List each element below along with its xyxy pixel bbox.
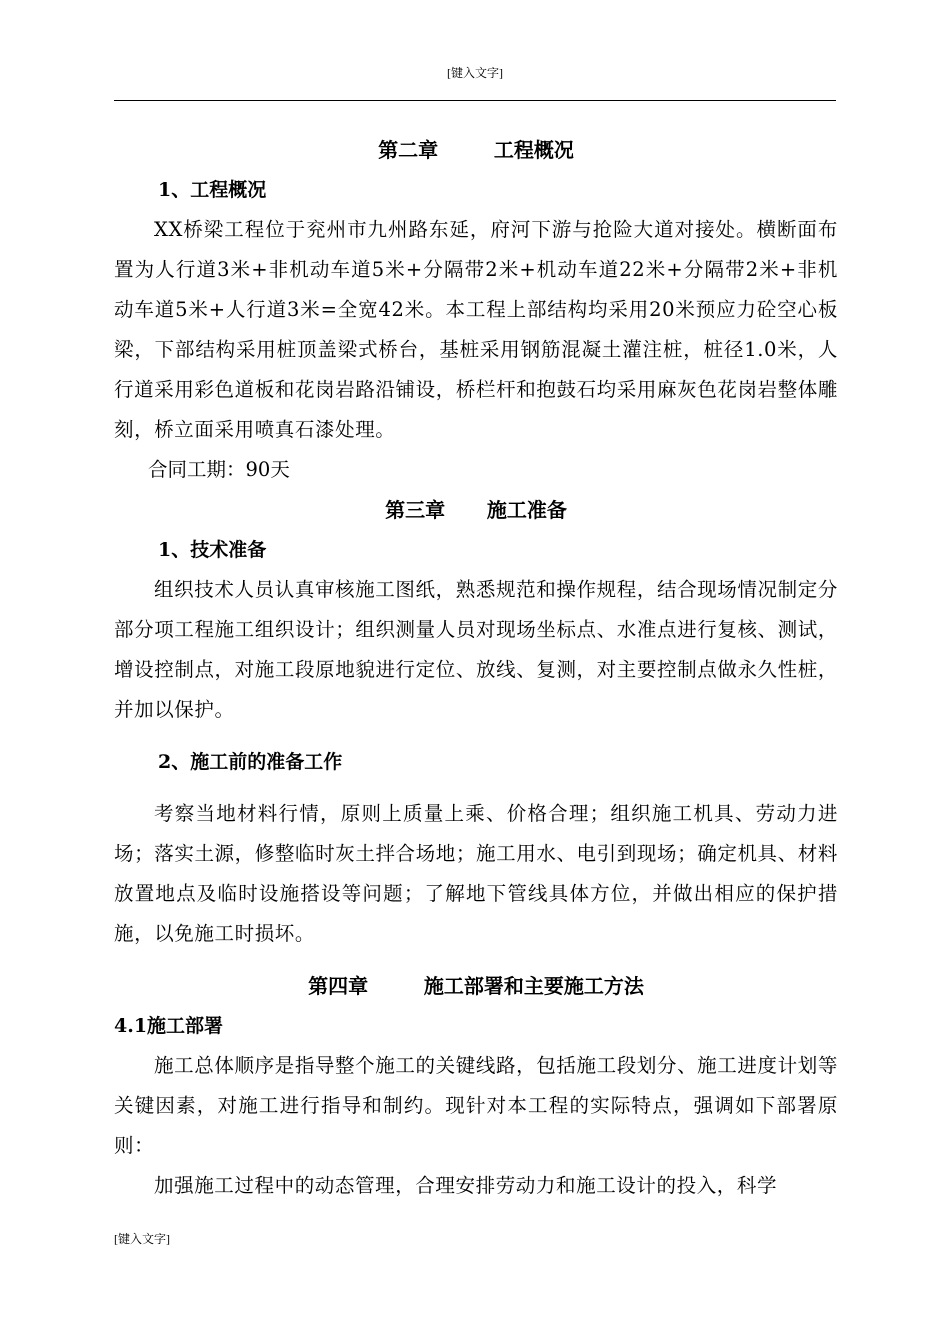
chapter-2-title: 第二章 工程概况 (378, 138, 574, 162)
chapter-4-title: 第四章 施工部署和主要施工方法 (308, 974, 644, 998)
page-body (114, 130, 838, 1206)
project-overview-paragraph: XX桥梁工程位于兖州市九州路东延，府河下游与抢险大道对接处。横断面布置为人行道3米+非机动车道5米+分隔带2米+机动车道22米+分隔带2米+非机动车道5米+人行道3米=全宽42米。本工程上部结构均采用20米预应力砼空心板梁，下部结构采用桩顶盖梁式桥台，基桩采用钢筋混凝土灌注桩，桩径1.0米，人行道采用彩色道板和花岗岩路沿铺设，桥栏杆和抱鼓石均采用麻灰色花岗岩整体雕刻，桥立面采用喷真石漆处理。 (114, 218, 838, 441)
section-heading-project-overview: 1、工程概况 (158, 179, 267, 201)
page-footer: [键入文字] (114, 1232, 170, 1246)
section-heading-pre-construction: 2、施工前的准备工作 (158, 751, 343, 773)
header-divider (114, 100, 836, 101)
page-header: [键入文字] (447, 66, 503, 80)
deployment-paragraph-2: 加强施工过程中的动态管理，合理安排劳动力和施工设计的投入，科学 (154, 1174, 778, 1197)
section-heading-deployment: 4.1施工部署 (114, 1015, 224, 1037)
deployment-paragraph-1: 施工总体顺序是指导整个施工的关键线路，包括施工段划分、施工进度计划等关键因素，对施工进行指导和制约。现针对本工程的实际特点，强调如下部署原则： (114, 1054, 838, 1157)
pre-construction-paragraph: 考察当地材料行情，原则上质量上乘、价格合理；组织施工机具、劳动力进场；落实土源，修整临时灰土拌合场地；施工用水、电引到现场；确定机具、材料放置地点及临时设施搭设等问题；了解地下管线具体方位，并做出相应的保护措施，以免施工时损坏。 (114, 802, 838, 945)
technical-prep-paragraph: 组织技术人员认真审核施工图纸，熟悉规范和操作规程，结合现场情况制定分部分项工程施工组织设计；组织测量人员对现场坐标点、水准点进行复核、测试，增设控制点，对施工段原地貌进行定位、放线、复测，对主要控制点做永久性桩，并加以保护。 (114, 578, 838, 721)
contract-period: 合同工期：90天 (148, 458, 290, 481)
section-heading-technical-prep: 1、技术准备 (158, 539, 267, 561)
chapter-3-title: 第三章 施工准备 (385, 498, 567, 522)
